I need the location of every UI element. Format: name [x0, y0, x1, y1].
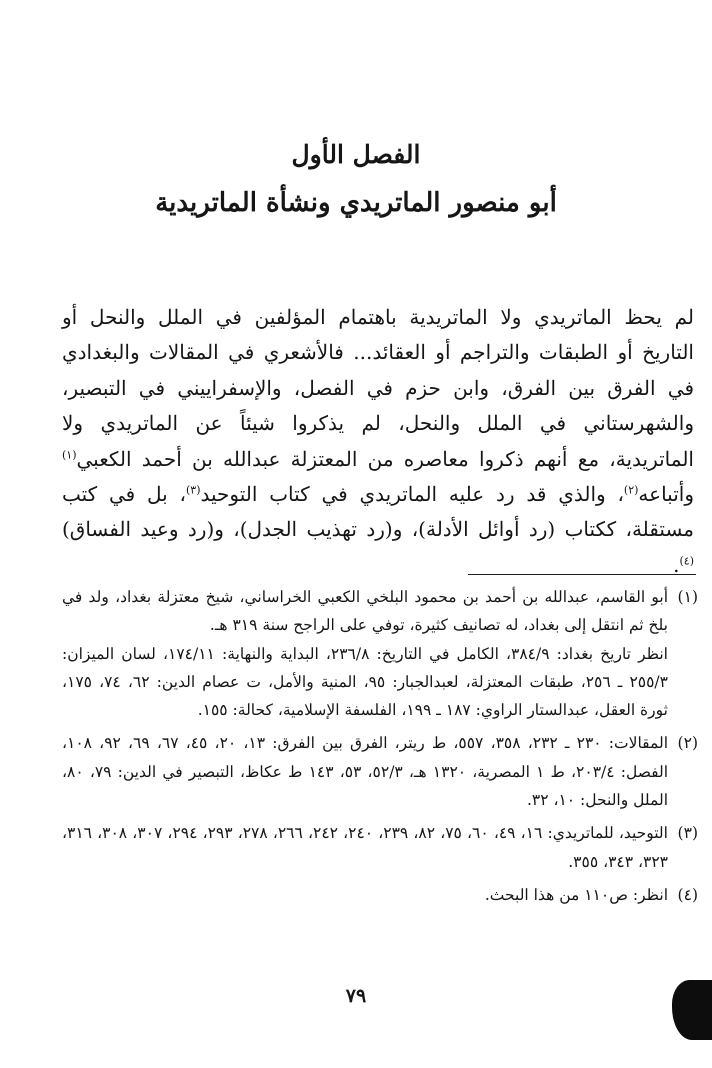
body-text-part-1: لم يحظ الماتريدي ولا الماتريدية باهتمام المؤلفين في الملل والنحل أو التاريخ أو الطبقات والتراجم أو العقائد... فالأشعري في المقالات والبغدادي في الفرق بين الفرق، وابن حزم في الفصل، والإسفراييني في التبصير، والشهرستاني في الملل والنحل، لم يذكروا شيئاً عن الماتريدي ولا الماتريدية، مع أنهم ذكروا معاصره من المعتزلة عبدالله بن أحمد الكعبي [62, 305, 695, 471]
chapter-heading: الفصل الأول [291, 140, 421, 169]
body-text-part-2: وأتباعه [638, 482, 694, 507]
footnote-marker-3[interactable]: (٣) [185, 483, 201, 497]
scan-smudge [672, 980, 712, 1040]
body-text-part-4: ، بل في كتب مستقلة، ككتاب (رد أوائل الأدلة)، و(رد تهذيب الجدل)، و(رد وعيد الفساق) [62, 482, 694, 542]
footnote-marker-2[interactable]: (٢) [623, 483, 639, 497]
footnote-divider [468, 574, 696, 575]
footnotes [62, 583, 698, 914]
body-text-part-5: . [673, 552, 680, 577]
footnote-number: (١) [677, 588, 698, 606]
footnote-2 [62, 729, 698, 814]
body-paragraph [62, 300, 694, 583]
footnote-text [62, 729, 668, 814]
footnote-number: (٤) [677, 885, 698, 904]
footnote-marker-1[interactable]: (١) [62, 447, 77, 461]
page-number: ٧٩ [345, 985, 367, 1007]
footnote-3 [62, 819, 698, 876]
footnote-number: (٣) [677, 824, 698, 843]
chapter-title: أبو منصور الماتريدي ونشأة الماتريدية [155, 188, 557, 218]
body-text-part-3: ، والذي قد رد عليه الماتريدي في كتاب التوحيد [200, 482, 624, 507]
footnote-text [62, 881, 668, 909]
footnote-marker-4[interactable]: (٤) [679, 554, 694, 568]
footnote-text [62, 819, 668, 876]
footnote-number: (٢) [677, 734, 698, 753]
footnote-1 [62, 583, 698, 724]
footnote-line: التوحيد، للماتريدي: ١٦، ٤٩، ٦٠، ٧٥، ٨٢، ٢٣٩، ٢٤٠، ٢٤٢، ٢٦٦، ٢٧٨، ٢٩٣، ٢٩٤، ٣٠٧، ٣٠٨، ٣١٦، ٣٢٣، ٣٤٣، ٣٥٥. [62, 824, 668, 871]
footnote-4 [62, 881, 698, 909]
footnote-line: انظر: ص١١٠ من هذا البحث. [484, 885, 668, 904]
footnote-text [62, 583, 668, 724]
footnote-line: انظر تاريخ بغداد: ٣٨٤/٩، الكامل في التاريخ: ٢٣٦/٨، البداية والنهاية: ١٧٤/١١، لسان الميزان: ٢٥٥/٣ ـ ٢٥٦، طبقات المعتزلة، لعبدالجبار: ٩٥، المنية والأمل، ت عصام الدين: ٦٢، ٧٤، ١٧٥، ثورة العقل، عبدالستار الراوي: ١٨٧ ـ ١٩٩، الفلسفة الإسلامية، كحالة: ١٥٥. [62, 644, 668, 720]
footnote-line: المقالات: ٢٣٠ ـ ٢٣٢، ٣٥٨، ٥٥٧، ط ريتر، الفرق بين الفرق: ١٣، ٢٠، ٤٥، ٦٧، ٦٩، ٩٢، ١٠٨، الفصل: ٢٠٣/٤، ط ١ المصرية، ١٣٢٠ هـ، ٥٢/٣، ٥٣، ١٤٣ ط عكاظ، التبصير في الدين: ٧٩، ٨٠، الملل والنحل: ١٠، ٣٢. [62, 734, 669, 810]
footnote-line: أبو القاسم، عبدالله بن أحمد بن محمود البلخي الكعبي الخراساني، شيخ معتزلة بغداد، ولد في بلخ ثم انتقل إلى بغداد، له تصانيف كثيرة، توفي على الراجح سنة ٣١٩ هـ. [62, 588, 668, 635]
